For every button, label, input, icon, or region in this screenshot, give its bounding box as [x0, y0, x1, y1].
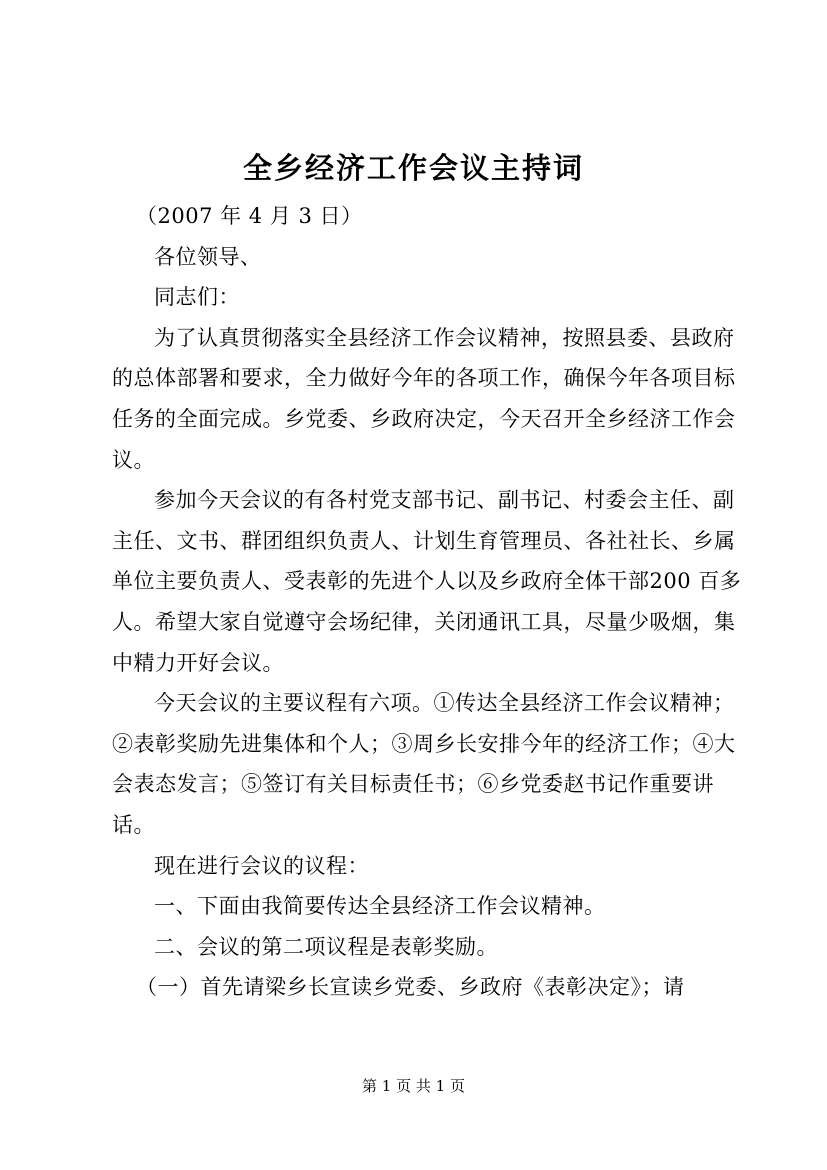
paragraph-item-one: 一、下面由我简要传达全县经济工作会议精神。 [154, 894, 606, 919]
paragraph-subitem-one: （一）首先请梁乡长宣读乡党委、乡政府《表彰决定》；请 [136, 975, 685, 1000]
salutation-leaders: 各位领导、 [154, 244, 262, 269]
page-number-footer: 第 1 页 共 1 页 [362, 1077, 465, 1095]
paragraph-item-two: 二、会议的第二项议程是表彰奖励。 [154, 934, 498, 959]
document-body [112, 196, 742, 1008]
paragraph-proceed: 现在进行会议的议程： [154, 853, 369, 878]
document-title: 全乡经济工作会议主持词 [242, 151, 584, 185]
document-date: （2007 年 4 月 3 日） [136, 204, 363, 228]
paragraph-purpose: 为了认真贯彻落实全县经济工作会议精神，按照县委、县政府的总体部署和要求，全力做好今年的各项工作，确保今年各项目标任务的全面完成。乡党委、乡政府决定，今天召开全乡经济工作会议。 [112, 325, 736, 472]
paragraph-agenda: 今天会议的主要议程有六项。①传达全县经济工作会议精神；②表彰奖励先进集体和个人；③周乡长安排今年的经济工作；④大会表态发言；⑤签订有关目标责任书；⑥乡党委赵书记作重要讲话。 [112, 691, 736, 837]
salutation-comrades: 同志们： [154, 285, 240, 310]
paragraph-attendees: 参加今天会议的有各村党支部书记、副书记、村委会主任、副主任、文书、群团组织负责人、计划生育管理员、各社社长、乡属单位主要负责人、受表彰的先进个人以及乡政府全体干部200 百多人。希望大家自觉遵守会场纪律，关闭通讯工具，尽量少吸烟，集中精力开好会议。 [112, 488, 742, 675]
